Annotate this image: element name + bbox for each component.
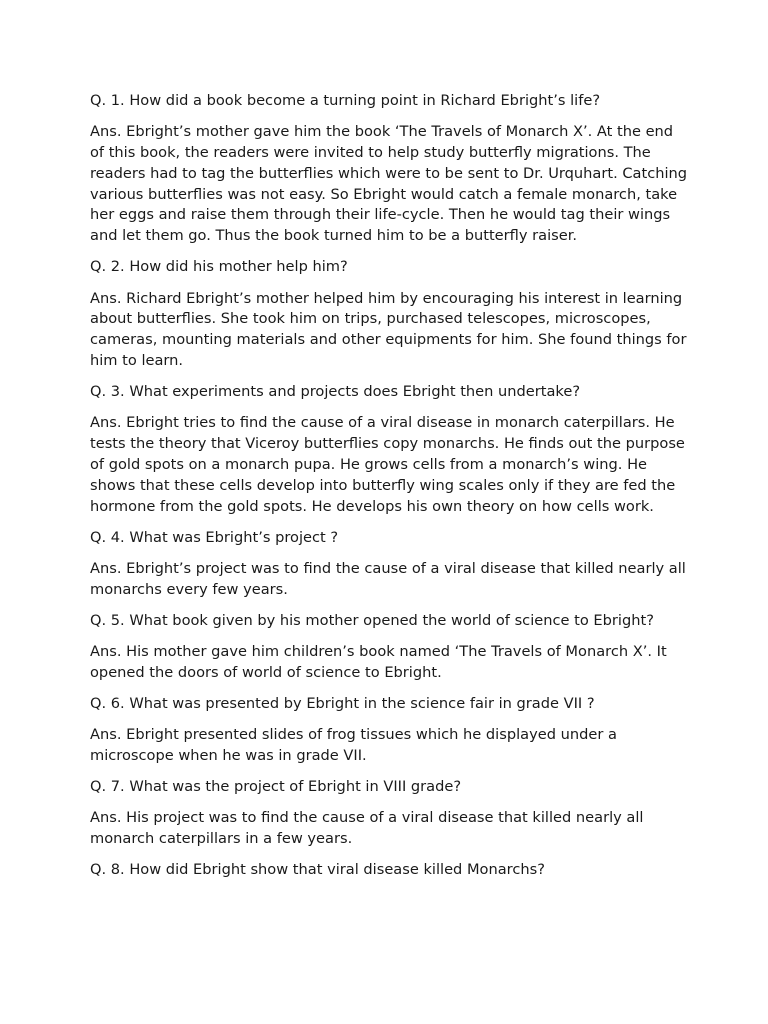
question-1: Q. 1. How did a book become a turning point in Richard Ebright’s life?: [90, 92, 601, 109]
question-3: Q. 3. What experiments and projects does Ebright then undertake?: [90, 383, 581, 401]
question-8: Q. 8. How did Ebright show that viral disease killed Monarchs?: [90, 861, 545, 879]
question-6: Q. 6. What was presented by Ebright in the science fair in grade VII ?: [90, 695, 595, 713]
question-2: Q. 2. How did his mother help him?: [90, 258, 348, 276]
answer-3: Ans. Ebright tries to find the cause of a viral disease in monarch caterpillars. He tests the theory that Viceroy butterflies copy monarchs. He finds out the purpose of gold spots on a monarch pupa. He grows cells from a monarch’s wing. He shows that these cells develop into butterfly wing scales only if they are fed the hormone from the gold spots. He develops his own theory on how cells work.: [90, 414, 685, 515]
question-4: Q. 4. What was Ebright’s project ?: [90, 528, 339, 546]
answer-2: Ans. Richard Ebright’s mother helped him by encouraging his interest in learning about butterflies. She took him on trips, purchased telescopes, microscopes, cameras, mounting materials and other equipments for him. She found things for him to learn.: [90, 289, 687, 369]
question-7: Q. 7. What was the project of Ebright in VIII grade?: [90, 778, 462, 796]
answer-5: Ans. His mother gave him children’s book named ‘The Travels of Monarch X’. It opened the doors of world of science to Ebright.: [90, 643, 667, 681]
answer-4: Ans. Ebright’s project was to find the cause of a viral disease that killed nearly all monarchs every few years.: [90, 559, 686, 598]
answer-1: Ans. Ebright’s mother gave him the book ‘The Travels of Monarch X’. At the end of this book, the readers were invited to help study butterfly migrations. The readers had to tag the butterflies which were to be sent to Dr. Urquhart. Catching various butterflies was not easy. So Ebright would catch a female monarch, take her eggs and raise them through their life-cycle. Then he would tag their wings and let them go. Thus the book turned him to be a butterfly raiser.: [90, 123, 688, 245]
answer-6: Ans. Ebright presented slides of frog tissues which he displayed under a microscope when he was in grade VII.: [90, 726, 617, 765]
document-page: [90, 91, 690, 892]
question-5: Q. 5. What book given by his mother opened the world of science to Ebright?: [90, 611, 654, 629]
answer-7: Ans. His project was to find the cause of a viral disease that killed nearly all monarch caterpillars in a few years.: [90, 809, 644, 848]
